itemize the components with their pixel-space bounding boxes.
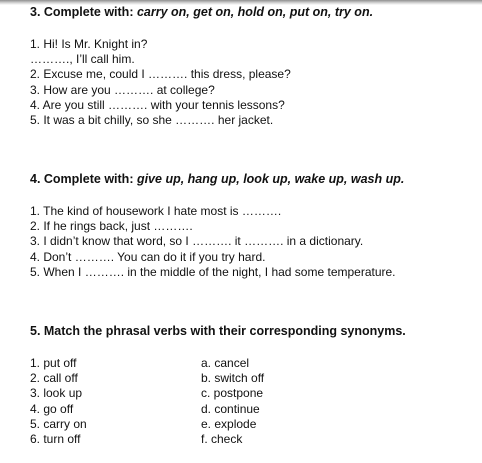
phrasal-verb-item: 1. put off (30, 356, 77, 370)
sentence-line: 5. It was a bit chilly, so she ………. her jacket. (30, 113, 274, 128)
synonym-item: a. cancel (201, 356, 250, 370)
sentence-line: 1. Hi! Is Mr. Knight in? (30, 37, 148, 51)
synonym-list (201, 356, 264, 447)
section-3-sentences (30, 37, 291, 128)
synonym-item: f. check (201, 432, 243, 447)
section-4-heading (30, 172, 404, 186)
section-4-heading-prefix: 4. Complete with: (30, 172, 137, 186)
sentence-line: 3. How are you ………. at college? (30, 82, 215, 97)
sentence-line: 2. If he rings back, just ………. (30, 219, 193, 234)
sentence-line: 1. The kind of housework I hate most is ………. (30, 204, 282, 218)
section-4-sentences (30, 204, 396, 280)
sentence-line: 3. I didn’t know that word, so I ………. it ………. in a dictionary. (30, 234, 364, 249)
synonym-item: c. postpone (201, 386, 264, 401)
sentence-line: 4. Don’t ………. You can do it if you try hard. (30, 249, 266, 264)
sentence-line: 5. When I ………. in the middle of the night, I had some temperature. (30, 264, 396, 279)
phrasal-verb-item: 4. go off (30, 401, 74, 416)
section-3-heading (30, 5, 373, 19)
phrasal-verb-list (30, 356, 87, 447)
phrasal-verb-item: 2. call off (30, 371, 78, 386)
synonym-item: d. continue (201, 401, 260, 416)
phrasal-verb-item: 6. turn off (30, 432, 81, 447)
section-3-word-list: carry on, get on, hold on, put on, try on. (136, 5, 374, 19)
sentence-line: 4. Are you still ………. with your tennis lessons? (30, 97, 285, 112)
synonym-item: e. explode (201, 416, 257, 431)
phrasal-verb-item: 3. look up (30, 386, 83, 401)
sentence-line: ………., I’ll call him. (30, 52, 135, 67)
section-5-heading: 5. Match the phrasal verbs with their corresponding synonyms. (30, 324, 406, 338)
section-4-word-list: give up, hang up, look up, wake up, wash up. (136, 172, 405, 186)
phrasal-verb-item: 5. carry on (30, 416, 87, 431)
synonym-item: b. switch off (201, 371, 265, 386)
sentence-line: 2. Excuse me, could I ………. this dress, please? (30, 67, 291, 82)
section-3-heading-prefix: 3. Complete with: (30, 5, 137, 19)
